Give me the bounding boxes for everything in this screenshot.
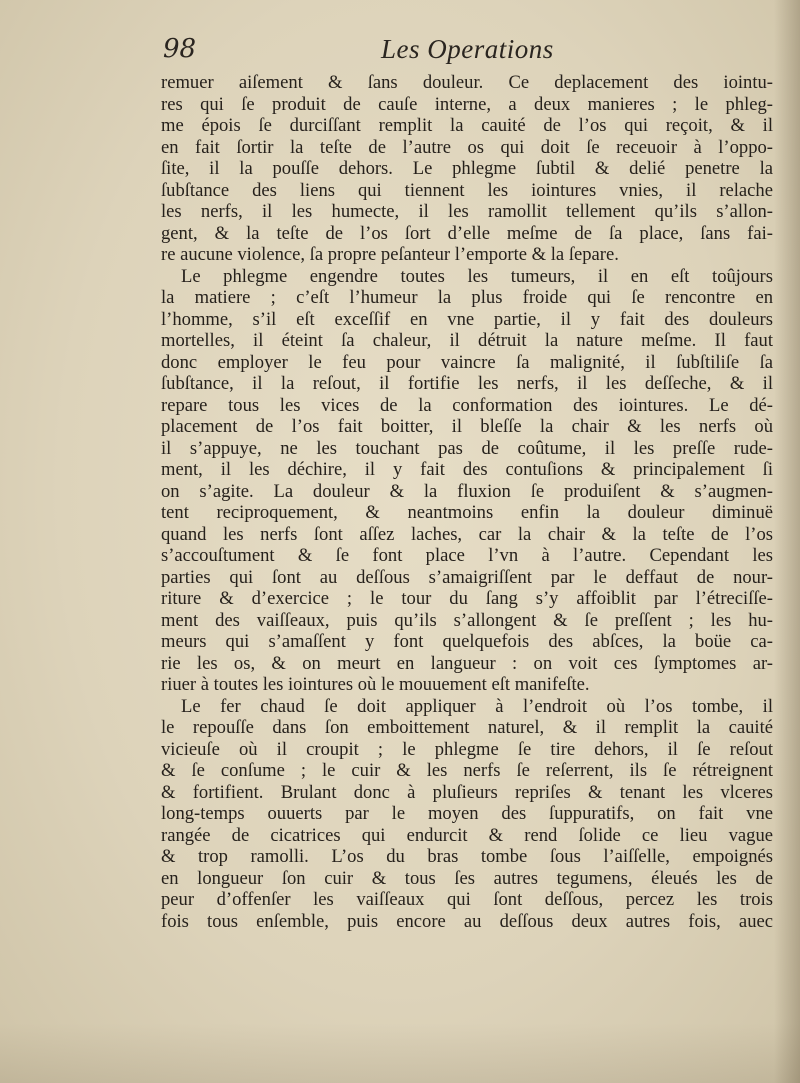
text-line: l’homme, s’il eſt exceſſif en vne partie, il y fait des douleurs [161,308,773,330]
text-line: re aucune violence, ſa propre peſanteur l’emporte & la ſepare. [161,244,619,265]
text-line: les nerfs, il les humecte, il les ramollit tellement qu’ils s’allon- [161,201,773,222]
text-line: peur d’offenſer les vaiſſeaux qui ſont deſſous, percez les trois [161,889,773,910]
text-line: tent reciproquement, & neantmoins enfin la douleur diminuë [161,502,773,523]
text-line: on s’agite. La douleur & la fluxion ſe produiſent & s’augmen- [161,480,773,502]
text-line: & fortifient. Brulant donc à pluſieurs repriſes & tenant les vlceres [161,781,773,803]
text-line: meurs qui s’amaſſent y font quelquefois des abſces, la boüe ca- [161,631,773,652]
text-line: me épois ſe durciſſant remplit la cauité de l’os qui reçoit, & il [161,115,773,136]
text-line: remuer aiſement & ſans douleur. Ce deplacement des iointu- [161,72,773,93]
text-line: riuer à toutes les iointures où le mouuement eſt manifeſte. [161,674,590,695]
text-line: Le phlegme engendre toutes les tumeurs, il en eſt toûjours [181,265,773,287]
text-line: donc employer le feu pour vaincre ſa malignité, il ſubſtiliſe ſa [161,351,773,373]
text-line: res qui ſe produit de cauſe interne, a deux manieres ; le phleg- [161,93,773,115]
text-line: parties qui ſont au deſſous s’amaigriſſent par le deffaut de nour- [161,566,773,588]
body-text [161,72,773,932]
text-line: ſite, il la pouſſe dehors. Le phlegme ſubtil & delié penetre la [161,158,773,179]
text-line: ſubſtance, il la reſout, il fortifie les nerfs, il les deſſeche, & il [161,373,773,394]
text-line: quand les nerfs ſont aſſez laches, car la chair & la teſte de l’os [161,523,773,545]
text-line: riture & d’exercice ; le tour du ſang s’y affoiblit par l’étreciſſe- [161,588,773,609]
page-header [163,34,773,70]
text-line: le repouſſe dans ſon emboittement naturel, & il remplit la cauité [161,717,773,738]
text-line: rie les os, & on meurt en langueur : on voit ces ſymptomes ar- [161,652,773,674]
text-line: repare tous les vices de la conformation des iointures. Le dé- [161,394,773,416]
text-line: la matiere ; c’eſt l’humeur la plus froide qui ſe rencontre en [161,287,773,308]
page-bottom-margin [0,1023,800,1083]
text-line: Le fer chaud ſe doit appliquer à l’endroit où l’os tombe, il [181,695,773,717]
text-line: mortelles, il éteint ſa chaleur, il détruit la nature meſme. Il faut [161,330,773,351]
text-line: ment des vaiſſeaux, puis qu’ils s’allongent & ſe preſſent ; les hu- [161,609,773,631]
page-number: 98 [163,34,197,64]
text-line: & ſe conſume ; le cuir & les nerfs ſe reſerrent, ils ſe rétreignent [161,760,773,781]
text-line: ment, il les déchire, il y fait des contuſions & principalement ſi [161,459,773,480]
text-line: il s’appuye, ne les touchant pas de coûtume, il les preſſe rude- [161,437,773,459]
text-line: fois tous enſemble, puis encore au deſſous deux autres fois, auec [161,910,773,932]
text-line: gent, & la teſte de l’os ſort d’elle meſme de ſa place, ſans fai- [161,222,773,244]
text-line: rangée de cicatrices qui endurcit & rend ſolide ce lieu vague [161,824,773,846]
text-line: s’accouſtument & ſe font place l’vn à l’autre. Cependant les [161,545,773,566]
text-line: en fait ſortir la teſte de l’autre os qui doit ſe receuoir à l’oppo- [161,136,773,158]
text-line: placement de l’os fait boitter, il bleſſe la chair & les nerfs où [161,416,773,437]
text-line: long-temps ouuerts par le moyen des ſuppuratifs, on fait vne [161,803,773,824]
page-gutter-shadow [774,0,800,1083]
text-line: vicieuſe où il croupit ; le phlegme ſe tire dehors, il ſe reſout [161,738,773,760]
text-line: & trop ramolli. L’os du bras tombe ſous l’aiſſelle, empoignés [161,846,773,867]
text-line: ſubſtance des liens qui tiennent les iointures vnies, il relache [161,179,773,201]
running-head: Les Operations [381,34,554,64]
text-line: en longueur ſon cuir & tous ſes autres tegumens, éleués les de [161,867,773,889]
